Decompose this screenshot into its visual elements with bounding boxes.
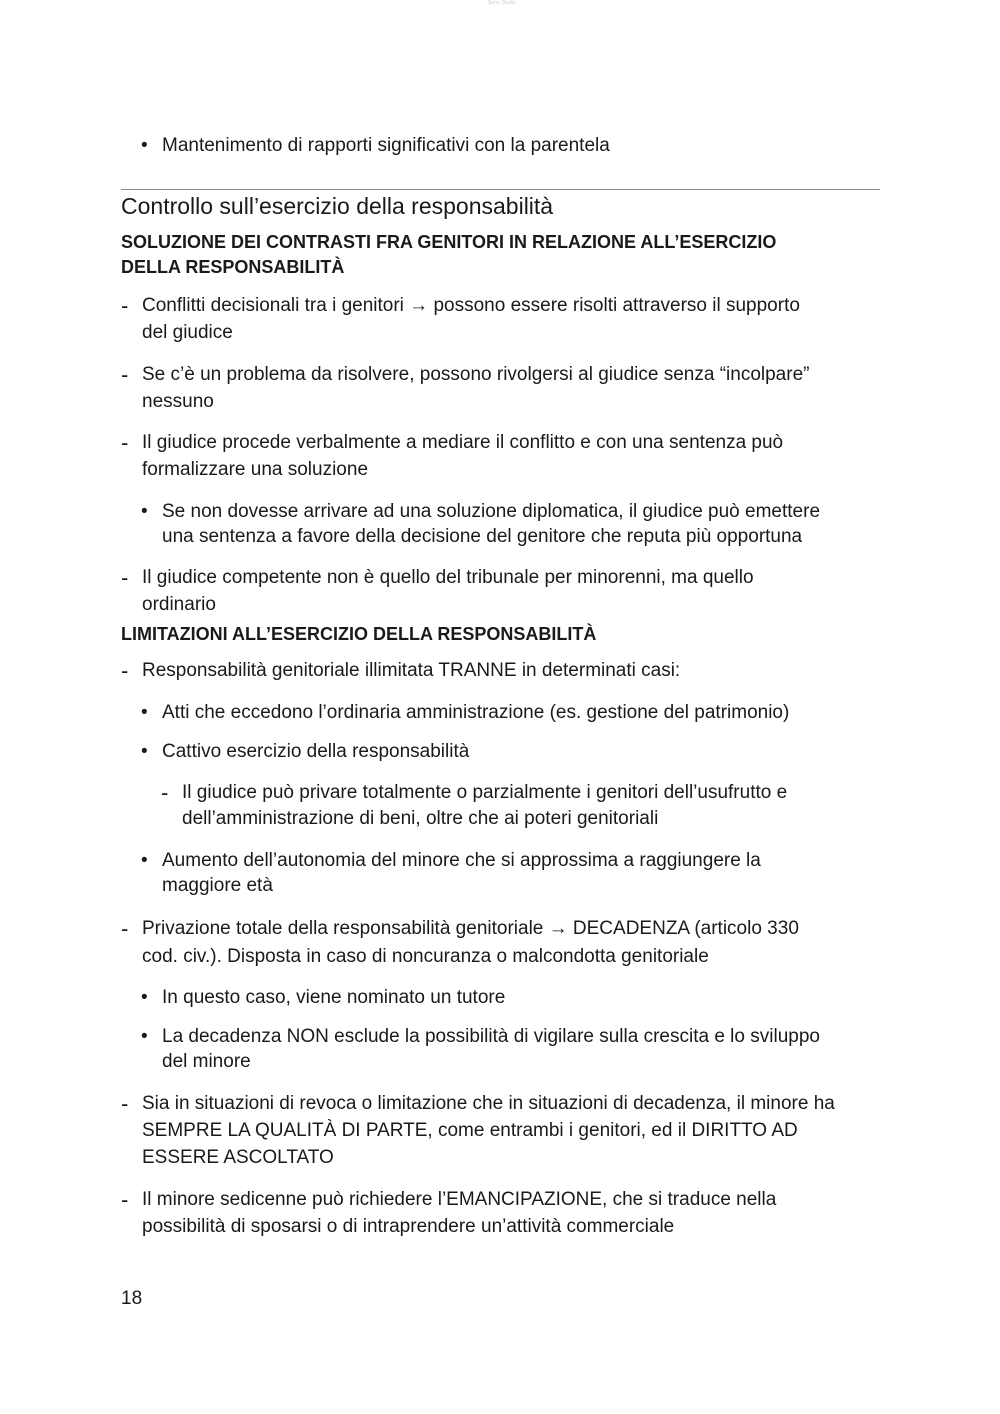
list-item: Cattivo esercizio della responsabilità [162, 741, 470, 762]
dash-marker: - [121, 1187, 129, 1212]
dash-marker: - [121, 430, 129, 455]
page-number: 18 [121, 1288, 143, 1309]
list-item-cont: ESSERE ASCOLTATO [142, 1147, 334, 1168]
dash-marker: - [121, 293, 129, 318]
dash-marker: - [121, 1091, 129, 1116]
list-item-cont: del giudice [142, 322, 233, 343]
list-item: Atti che eccedono l’ordinaria amministrazione (es. gestione del patrimonio) [162, 702, 790, 723]
dash-marker: - [121, 916, 129, 941]
list-item: Il giudice procede verbalmente a mediare il conflitto e con una sentenza può [142, 432, 784, 453]
list-item-cont: dell’amministrazione di beni, oltre che ai poteri genitoriali [182, 808, 659, 829]
list-item: In questo caso, viene nominato un tutore [162, 987, 506, 1008]
list-item-cont: una sentenza a favore della decisione del genitore che reputa più opportuna [162, 526, 803, 547]
list-item-cont: possibilità di sposarsi o di intraprendere un’attività commerciale [142, 1216, 675, 1237]
list-item: Responsabilità genitoriale illimitata TRANNE in determinati casi: [142, 660, 681, 681]
list-item: Sia in situazioni di revoca o limitazione che in situazioni di decadenza, il minore ha [142, 1093, 835, 1114]
bullet-marker: • [141, 1026, 148, 1047]
dash-marker: - [161, 780, 169, 805]
list-item-cont: ordinario [142, 594, 216, 615]
dash-marker: - [121, 565, 129, 590]
list-item: Se non dovesse arrivare ad una soluzione diplomatica, il giudice può emettere [162, 501, 821, 522]
subheading-line: LIMITAZIONI ALL’ESERCIZIO DELLA RESPONSABILITÀ [121, 624, 597, 644]
list-item: Se c’è un problema da risolvere, possono rivolgersi al giudice senza “incolpare” [142, 364, 810, 385]
section-title: Controllo sull’esercizio della responsabilità [121, 193, 554, 219]
list-item: Conflitti decisionali tra i genitori → possono essere risolti attraverso il supporto [142, 295, 800, 316]
list-item-cont: cod. civ.). Disposta in caso di noncuranza o malcondotta genitoriale [142, 946, 709, 967]
bullet-marker: • [141, 850, 148, 871]
bullet-marker: • [141, 501, 148, 522]
bullet-marker: • [141, 702, 148, 723]
bullet-marker: • [141, 741, 148, 762]
list-item: La decadenza NON esclude la possibilità di vigilare sulla crescita e lo sviluppo [162, 1026, 820, 1047]
list-item: Mantenimento di rapporti significativi con la parentela [162, 135, 610, 156]
list-item-cont: formalizzare una soluzione [142, 459, 369, 480]
header-watermark: Sorry Studio [488, 0, 516, 6]
list-item: Aumento dell’autonomia del minore che si approssima a raggiungere la [162, 850, 761, 871]
list-item-cont: SEMPRE LA QUALITÀ DI PARTE, come entrambi i genitori, ed il DIRITTO AD [142, 1120, 798, 1141]
list-item: Privazione totale della responsabilità genitoriale → DECADENZA (articolo 330 [142, 918, 799, 939]
dash-marker: - [121, 362, 129, 387]
bullet-marker: • [141, 135, 148, 156]
list-item: Il giudice competente non è quello del tribunale per minorenni, ma quello [142, 567, 754, 588]
dash-marker: - [121, 658, 129, 683]
bullet-marker: • [141, 987, 148, 1008]
subheading-line: SOLUZIONE DEI CONTRASTI FRA GENITORI IN RELAZIONE ALL’ESERCIZIO [121, 232, 777, 252]
list-item-cont: maggiore età [162, 875, 273, 896]
list-item-cont: nessuno [142, 391, 214, 412]
section-divider [121, 189, 880, 190]
subheading-line: DELLA RESPONSABILITÀ [121, 257, 345, 277]
list-item: Il giudice può privare totalmente o parzialmente i genitori dell’usufrutto e [182, 782, 788, 803]
list-item-cont: del minore [162, 1051, 251, 1072]
list-item: Il minore sedicenne può richiedere l’EMANCIPAZIONE, che si traduce nella [142, 1189, 777, 1210]
